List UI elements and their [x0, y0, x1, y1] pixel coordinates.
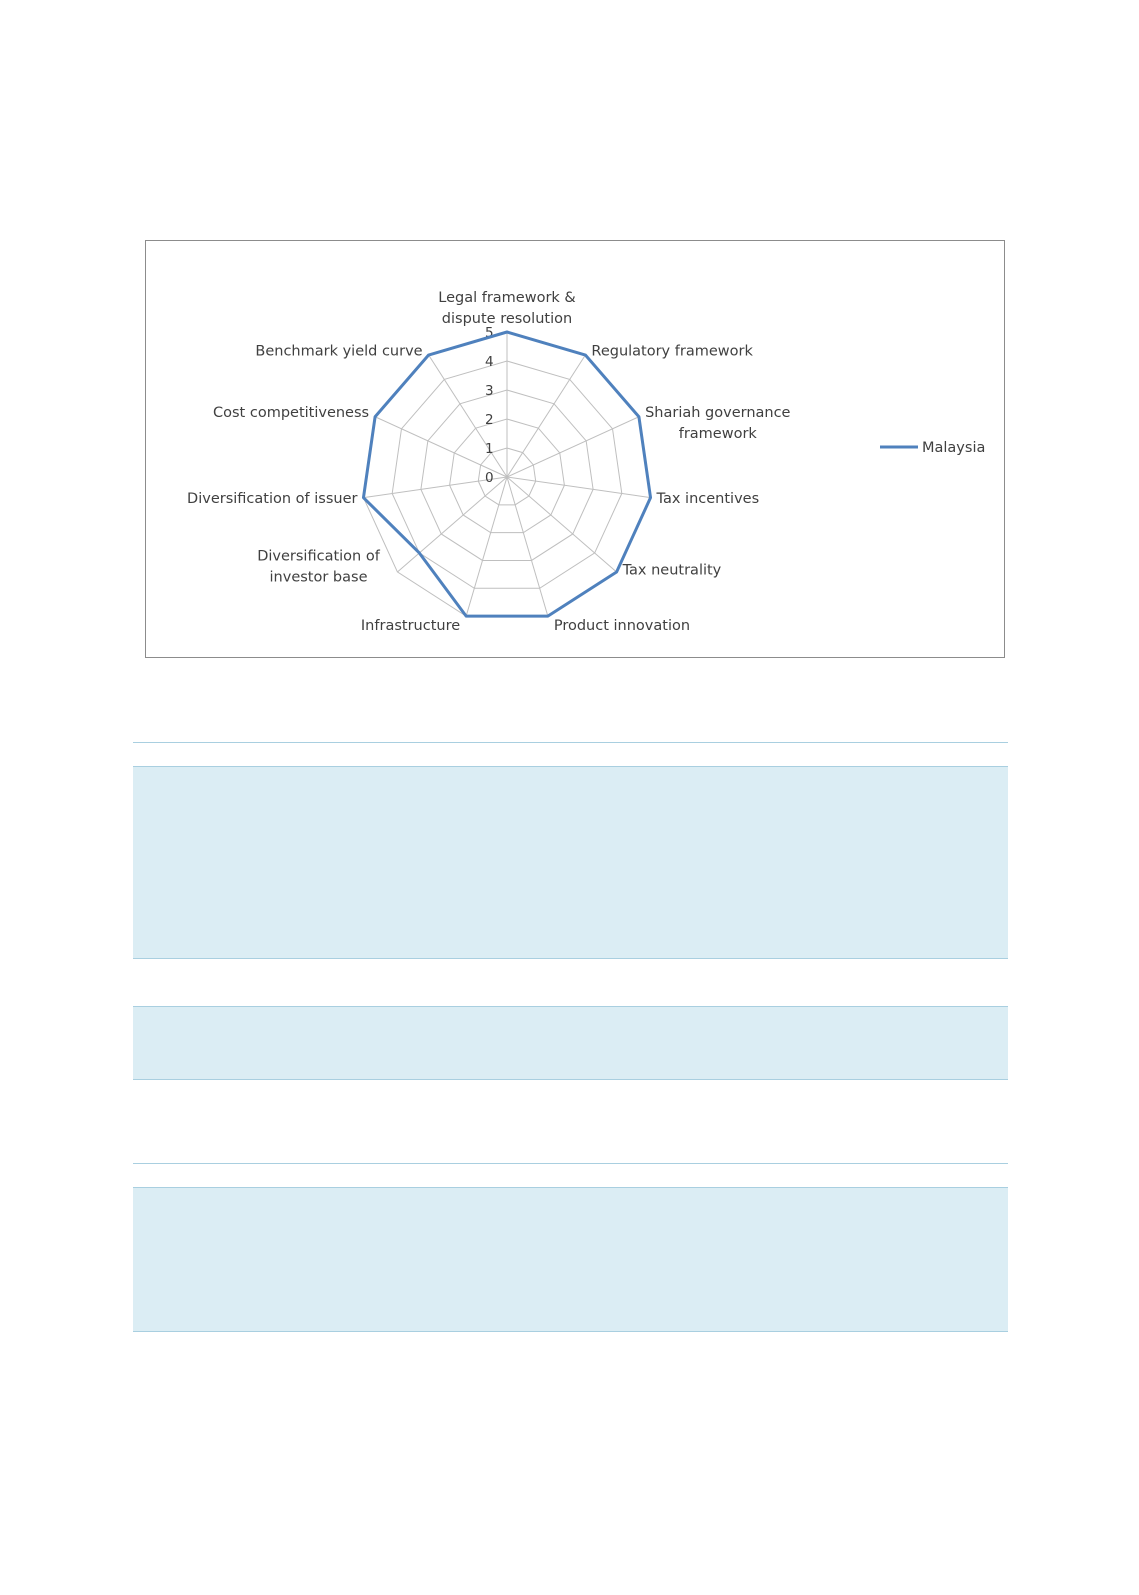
axis-label-2: Shariah governance framework [645, 405, 791, 443]
axis-label-9: Cost competitiveness [213, 405, 370, 422]
tick-label-5: 5 [485, 325, 494, 341]
radar-chart [145, 240, 1005, 658]
table-row [133, 742, 1008, 766]
radial-tick-labels [485, 325, 494, 486]
axis-label-5: Product innovation [553, 618, 691, 635]
axis-label-6: Infrastructure [360, 618, 461, 635]
table-row [133, 766, 1008, 958]
table-row [133, 1187, 1008, 1332]
axis-label-4: Tax neutrality [622, 562, 722, 579]
axis-label-10: Benchmark yield curve [255, 343, 423, 360]
table-row [133, 1163, 1008, 1187]
tick-label-0: 0 [485, 470, 494, 486]
grid-spoke-3 [507, 477, 651, 498]
legend-label-malaysia: Malaysia [922, 440, 986, 456]
table-row [133, 958, 1008, 1006]
tick-label-2: 2 [485, 412, 494, 428]
tick-label-4: 4 [485, 354, 494, 370]
table-row [133, 1079, 1008, 1163]
axis-label-0: Legal framework & dispute resolution [438, 290, 576, 327]
grid-spoke-6 [466, 477, 507, 616]
table-row [133, 1006, 1008, 1079]
tick-label-3: 3 [485, 383, 494, 399]
axis-label-7: Diversification of investor base [257, 548, 380, 586]
legend [880, 440, 985, 456]
tick-label-1: 1 [485, 441, 494, 457]
grid-spoke-5 [507, 477, 548, 616]
category-labels [187, 290, 791, 634]
axis-label-3: Tax incentives [656, 491, 760, 508]
radar-grid [363, 332, 650, 616]
axis-label-1: Regulatory framework [591, 343, 753, 360]
axis-label-8: Diversification of issuer [187, 491, 358, 508]
